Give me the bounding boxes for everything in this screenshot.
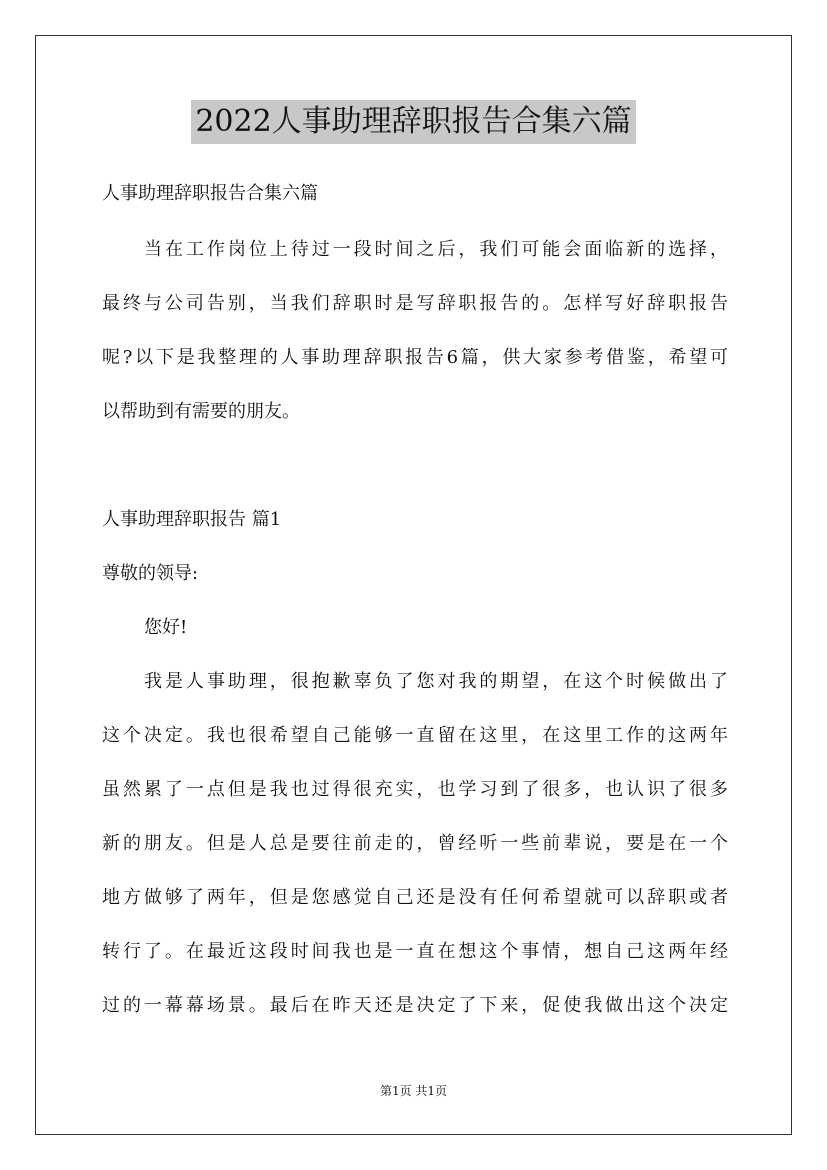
- body-line-3: 虽然累了一点但是我也过得很充实，也学习到了很多，也认识了很多: [102, 779, 728, 800]
- body-line-2: 这个决定。我也很希望自己能够一直留在这里，在这里工作的这两年: [102, 725, 728, 746]
- intro-line-2: 最终与公司告别，当我们辞职时是写辞职报告的。怎样写好辞职报告: [102, 293, 728, 314]
- document-title: 2022人事助理辞职报告合集六篇: [191, 100, 635, 144]
- subtitle: 人事助理辞职报告合集六篇: [102, 183, 318, 204]
- intro-line-3: 呢?以下是我整理的人事助理辞职报告6篇，供大家参考借鉴，希望可: [102, 347, 728, 368]
- intro-line-1: 当在工作岗位上待过一段时间之后，我们可能会面临新的选择，: [144, 239, 728, 260]
- section-heading: 人事助理辞职报告 篇1: [102, 509, 282, 530]
- body-line-5: 地方做够了两年，但是您感觉自己还是没有任何希望就可以辞职或者: [102, 887, 728, 908]
- body-line-7: 过的一幕幕场景。最后在昨天还是决定了下来，促使我做出这个决定: [102, 995, 728, 1016]
- salutation: 尊敬的领导:: [102, 563, 199, 584]
- page-footer: 第1页 共1页: [379, 1084, 448, 1098]
- body-line-6: 转行了。在最近这段时间我也是一直在想这个事情，想自己这两年经: [102, 941, 728, 962]
- body-line-4: 新的朋友。但是人总是要往前走的，曾经听一些前辈说，要是在一个: [102, 833, 728, 854]
- greeting: 您好!: [144, 617, 188, 638]
- body-line-1: 我是人事助理，很抱歉辜负了您对我的期望，在这个时候做出了: [144, 671, 728, 692]
- intro-line-4: 以帮助到有需要的朋友。: [102, 401, 300, 422]
